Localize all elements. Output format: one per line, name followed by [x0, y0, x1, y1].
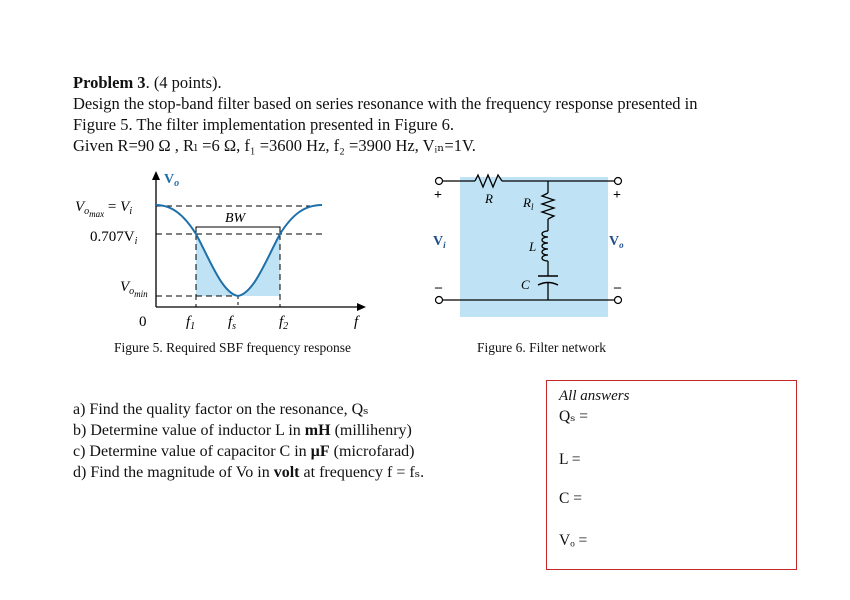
rl-label: $R_l$: [523, 195, 534, 212]
question-c: [73, 441, 415, 462]
bw-label: BW: [225, 211, 246, 226]
answers-header: All answers: [559, 388, 630, 404]
vo-label: $V_o$: [609, 234, 624, 250]
question-b-suffix: (millihenry): [330, 422, 412, 439]
question-b-text: b) Determine value of inductor L in: [73, 422, 305, 439]
output-terminal-bottom: [615, 297, 622, 304]
bw-bracket: [196, 227, 280, 234]
question-b: [73, 420, 412, 441]
question-a: a) Find the quality factor on the resonance, Qₛ: [73, 401, 369, 418]
minus-input: –: [435, 280, 442, 295]
y-axis-arrow: [152, 171, 160, 180]
plus-output: +: [613, 188, 621, 203]
figure5-response-plot: [60, 165, 380, 340]
problem-given: Given R=90 Ω , Rₗ =6 Ω, f₁ =3600 Hz, f₂ =3900 Hz, Vᵢₙ=1V.: [73, 136, 476, 155]
vomin-label: $V_{omin}$: [120, 279, 148, 299]
problem-points: (4 points).: [153, 73, 222, 92]
question-d-text: d) Find the magnitude of Vo in: [73, 464, 274, 481]
fs-tick-label: $f_s$: [228, 314, 237, 332]
vo-axis-label: $V_o$: [164, 172, 180, 189]
answer-vo[interactable]: Vₒ =: [559, 532, 588, 549]
c-label: C: [521, 277, 530, 292]
f-axis-label: f: [354, 314, 359, 330]
problem-line-1: Design the stop-band filter based on series resonance with the frequency response presented in: [73, 94, 698, 113]
l-label: L: [529, 239, 537, 254]
vi-label: $V_i$: [433, 234, 446, 250]
f1-tick-label: $f_1$: [186, 314, 196, 332]
question-c-unit: µF: [310, 443, 330, 460]
problem-title: Problem 3. (4 points).: [73, 73, 222, 92]
output-terminal-top: [615, 178, 622, 185]
input-terminal-top: [436, 178, 443, 185]
problem-line-2: Figure 5. The filter implementation presented in Figure 6.: [73, 115, 454, 134]
figure6-caption: Figure 6. Filter network: [477, 340, 606, 355]
plus-input: +: [434, 188, 442, 203]
f2-tick-label: $f_2$: [279, 314, 289, 332]
question-c-suffix: (microfarad): [329, 443, 415, 460]
problem-label: Problem 3: [73, 73, 146, 92]
r-label: R: [485, 191, 493, 206]
question-c-text: c) Determine value of capacitor C in: [73, 443, 311, 460]
answer-l[interactable]: L =: [559, 451, 581, 468]
answers-box: [546, 380, 797, 570]
question-b-unit: mH: [304, 422, 331, 439]
minus-output: –: [614, 280, 621, 295]
input-terminal-bottom: [436, 297, 443, 304]
question-d-suffix: at frequency f = fₛ.: [299, 464, 425, 481]
origin-label: 0: [139, 314, 147, 330]
answer-qs[interactable]: Qₛ =: [559, 408, 589, 425]
x-axis-arrow: [357, 303, 366, 311]
answer-c[interactable]: C =: [559, 490, 582, 507]
figure5-caption: Figure 5. Required SBF frequency response: [114, 340, 351, 355]
bandwidth-shaded-area: [196, 234, 280, 296]
v707-label: $0.707V_i$: [90, 229, 138, 247]
question-d: [73, 462, 424, 483]
question-d-unit: volt: [273, 464, 300, 481]
vomax-label: $V_{omax} = V_i$: [75, 199, 133, 219]
figure6-filter-network: [425, 165, 640, 325]
